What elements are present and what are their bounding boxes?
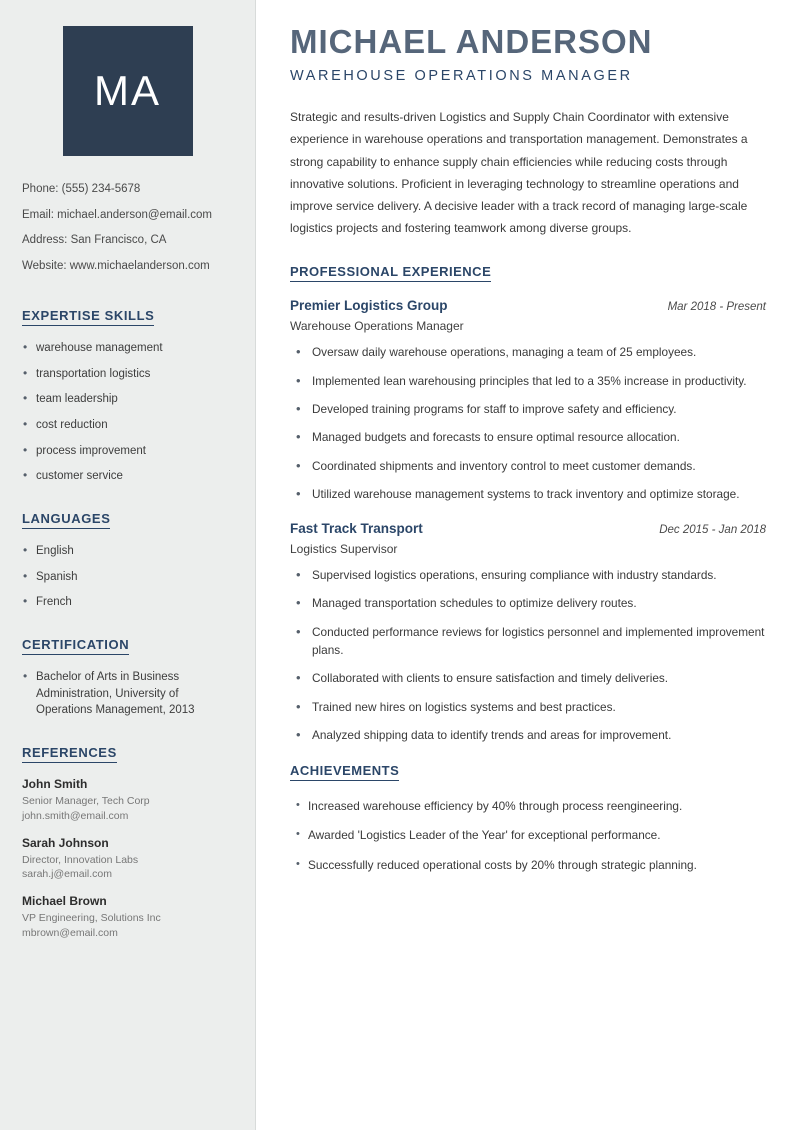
list-item: • Coordinated shipments and inventory control to meet customer demands. [294, 457, 766, 475]
experience-heading: PROFESSIONAL EXPERIENCE [290, 264, 491, 282]
employment-dates: Mar 2018 - Present [667, 301, 766, 314]
languages-section [22, 507, 233, 611]
list-item: • team leadership [22, 391, 233, 408]
experience-entry-header [290, 521, 766, 536]
skills-heading: EXPERTISE SKILLS [22, 308, 154, 326]
list-item: • Analyzed shipping data to identify trends and areas for improvement. [294, 726, 766, 744]
contact-phone: Phone: (555) 234-5678 [22, 183, 141, 195]
skills-section [22, 304, 233, 485]
professional-summary: Strategic and results-driven Logistics and Supply Chain Coordinator with extensive experience in warehouse operations and transportation management. Demonstrates a strong capability to enhance supply chain efficiencies while reducing costs through innovative solutions. Proficient in leveraging technology to streamline operations and improve service delivery. A decisive leader with a track record of managing large-scale logistics projects and fostering teamwork among diverse groups. [290, 110, 748, 236]
sidebar [0, 0, 256, 1130]
reference-name: Michael Brown [22, 893, 107, 908]
employment-dates: Dec 2015 - Jan 2018 [659, 524, 766, 537]
achievements-list [294, 797, 766, 874]
list-item: • Trained new hires on logistics systems and best practices. [294, 698, 766, 716]
company-name: Fast Track Transport [290, 521, 423, 537]
list-item: • Utilized warehouse management systems to track inventory and optimize storage. [294, 485, 766, 503]
header-job-title: WAREHOUSE OPERATIONS MANAGER [290, 68, 633, 85]
reference-item [22, 894, 233, 940]
list-item: • customer service [22, 468, 233, 485]
reference-item [22, 777, 233, 823]
contact-list [22, 182, 233, 274]
achievements-heading: ACHIEVEMENTS [290, 763, 399, 781]
reference-role: Senior Manager, Tech Corp [22, 795, 150, 808]
list-item: • Bachelor of Arts in Business Administration, University of Operations Management, 2013 [22, 669, 233, 719]
reference-role: VP Engineering, Solutions Inc [22, 911, 161, 924]
contact-address: Address: San Francisco, CA [22, 234, 167, 247]
list-item: • Implemented lean warehousing principles that led to a 35% increase in productivity. [294, 372, 766, 390]
experience-section [290, 263, 766, 744]
list-item: • Increased warehouse efficiency by 40% through process reengineering. [294, 797, 766, 815]
list-item: • Supervised logistics operations, ensuring compliance with industry standards. [294, 566, 766, 584]
reference-email: john.smith@email.com [22, 809, 129, 822]
list-item: • transportation logistics [22, 366, 233, 383]
reference-name: John Smith [22, 777, 88, 792]
references-heading: REFERENCES [22, 745, 117, 763]
languages-list [22, 543, 233, 611]
list-item: • process improvement [22, 443, 233, 460]
list-item: • Collaborated with clients to ensure satisfaction and timely deliveries. [294, 669, 766, 687]
list-item: • Spanish [22, 569, 233, 586]
contact-website: Website: www.michaelanderson.com [22, 259, 210, 272]
reference-email: sarah.j@email.com [22, 868, 113, 881]
reference-name: Sarah Johnson [22, 835, 109, 850]
avatar: MA [63, 26, 193, 156]
main-content [256, 0, 800, 1130]
avatar-container [22, 26, 233, 156]
list-item: • Managed transportation schedules to optimize delivery routes. [294, 594, 766, 612]
list-item: • cost reduction [22, 417, 233, 434]
list-item: • warehouse management [22, 340, 233, 357]
reference-role: Director, Innovation Labs [22, 853, 139, 866]
languages-heading: LANGUAGES [22, 511, 110, 529]
experience-bullets [294, 343, 766, 503]
list-item: • English [22, 543, 233, 560]
certification-heading: CERTIFICATION [22, 637, 129, 655]
list-item: • Successfully reduced operational costs by 20% through strategic planning. [294, 856, 766, 874]
contact-email: Email: michael.anderson@email.com [22, 208, 212, 221]
list-item: • Managed budgets and forecasts to ensure optimal resource allocation. [294, 428, 766, 446]
experience-entry [290, 298, 766, 503]
achievements-section [290, 762, 766, 874]
references-section [22, 741, 233, 940]
page-title: MICHAEL ANDERSON [290, 23, 653, 60]
experience-bullets [294, 566, 766, 744]
experience-entry [290, 521, 766, 744]
company-name: Premier Logistics Group [290, 298, 448, 314]
list-item: • French [22, 594, 233, 611]
job-role: Warehouse Operations Manager [290, 319, 464, 334]
certification-section [22, 633, 233, 719]
reference-item [22, 836, 233, 882]
list-item: • Awarded 'Logistics Leader of the Year' for exceptional performance. [294, 826, 766, 844]
reference-email: mbrown@email.com [22, 926, 118, 939]
list-item: • Developed training programs for staff to improve safety and efficiency. [294, 400, 766, 418]
job-role: Logistics Supervisor [290, 542, 398, 557]
list-item: • Oversaw daily warehouse operations, managing a team of 25 employees. [294, 343, 766, 361]
certification-list [22, 669, 233, 719]
skills-list [22, 340, 233, 485]
list-item: • Conducted performance reviews for logistics personnel and implemented improvement plans. [294, 623, 766, 660]
experience-entry-header [290, 298, 766, 313]
